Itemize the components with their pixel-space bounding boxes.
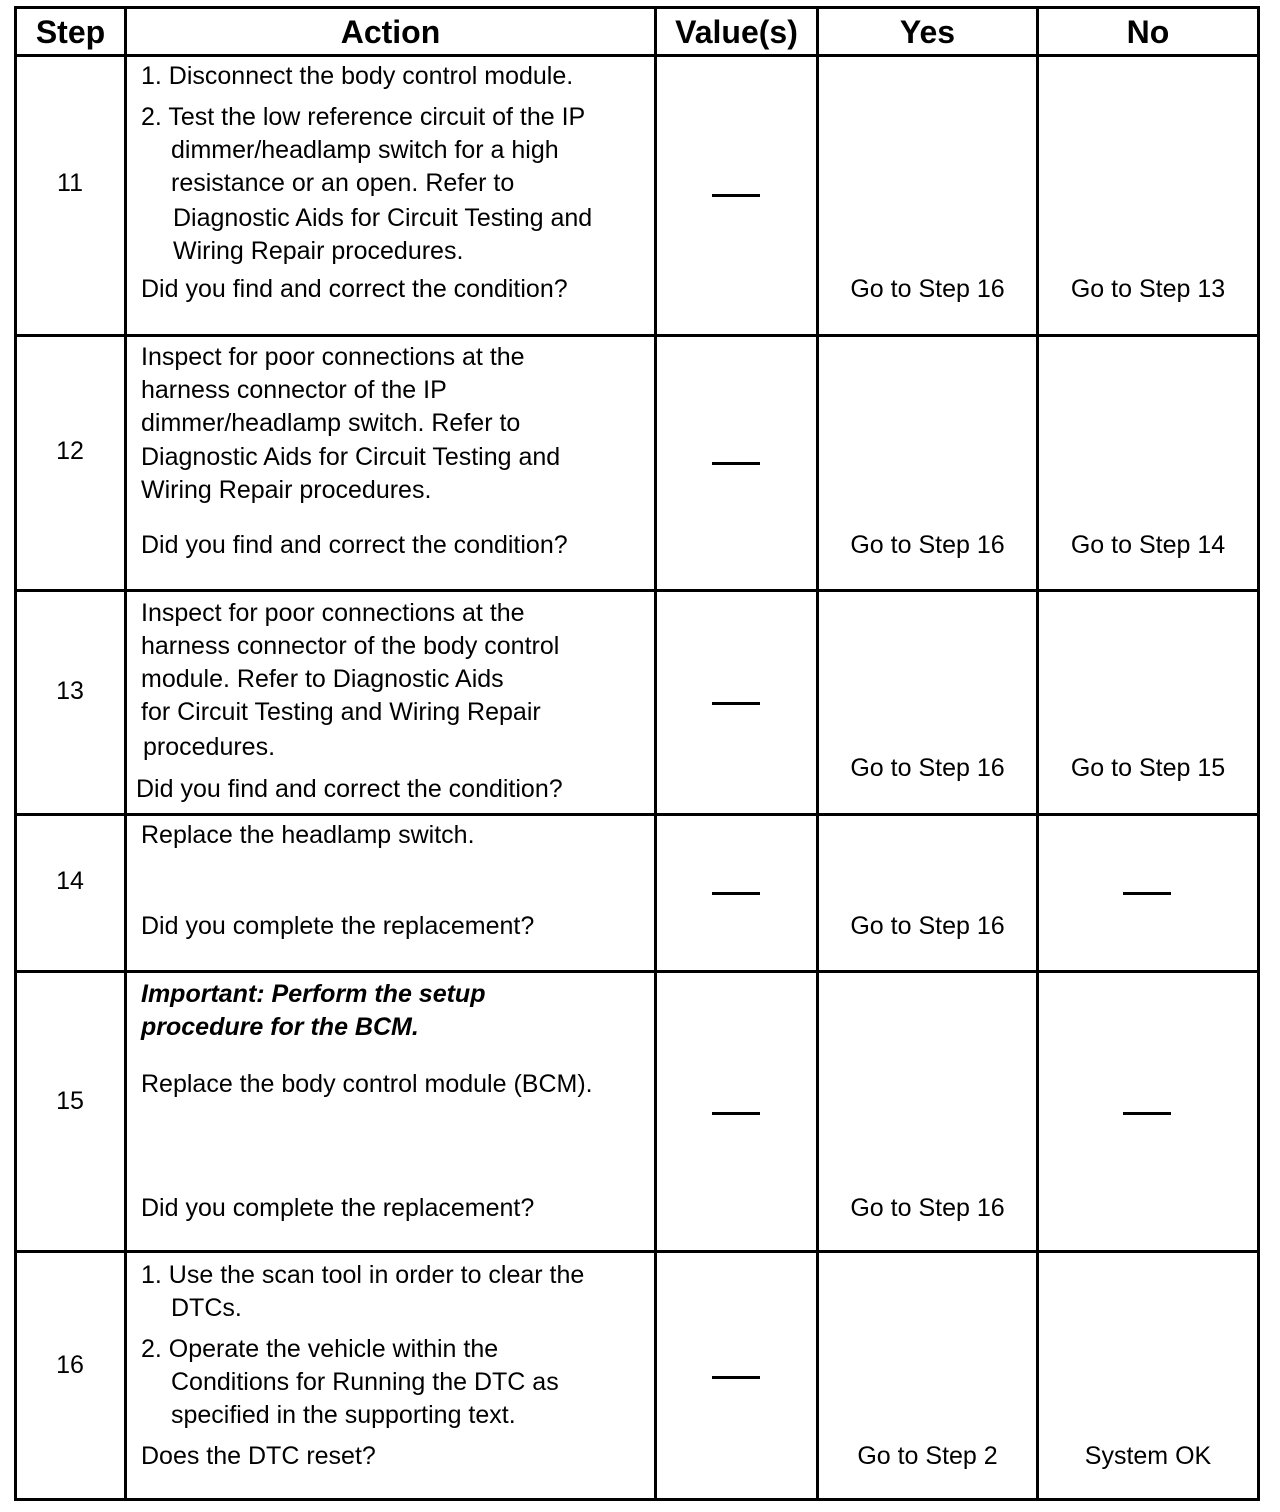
step-number: 14 — [56, 867, 84, 895]
yes-cell: Go to Step 16 — [850, 1194, 1005, 1222]
question-text: Did you find and correct the condition? — [136, 775, 563, 803]
header-yes: Yes — [899, 14, 956, 50]
value-dash — [712, 194, 760, 197]
step-number: 16 — [56, 1351, 84, 1379]
no-dash — [1123, 892, 1171, 895]
no-cell: Go to Step 14 — [1070, 531, 1226, 559]
value-dash — [712, 892, 760, 895]
row-divider — [14, 813, 1260, 816]
row-divider — [14, 970, 1260, 973]
no-dash — [1123, 1112, 1171, 1115]
value-dash — [712, 1376, 760, 1379]
step-number: 15 — [56, 1087, 84, 1115]
action-text: procedures. — [143, 733, 276, 761]
action-text: harness connector of the IP — [141, 376, 447, 404]
action-text: specified in the supporting text. — [171, 1401, 516, 1429]
action-text: Wiring Repair procedures. — [141, 476, 432, 504]
column-divider — [654, 6, 657, 1501]
action-text: for Circuit Testing and Wiring Repair — [141, 698, 541, 726]
step-number: 11 — [57, 169, 83, 197]
important-note: Important: Perform the setup — [141, 980, 486, 1008]
step-number: 12 — [56, 437, 84, 465]
header-step: Step — [35, 14, 106, 50]
action-text: Replace the headlamp switch. — [141, 821, 475, 849]
action-text: resistance or an open. Refer to — [171, 169, 515, 197]
no-cell: Go to Step 13 — [1070, 275, 1226, 303]
action-text: Conditions for Running the DTC as — [171, 1368, 559, 1396]
action-text: DTCs. — [171, 1294, 242, 1322]
no-cell: Go to Step 15 — [1070, 754, 1226, 782]
action-text: Diagnostic Aids for Circuit Testing and — [173, 204, 593, 232]
question-text: Did you find and correct the condition? — [141, 531, 568, 559]
header-action: Action — [340, 14, 441, 50]
step-number: 13 — [56, 677, 84, 705]
action-text: Wiring Repair procedures. — [173, 237, 464, 265]
yes-cell: Go to Step 16 — [850, 531, 1005, 559]
yes-cell: Go to Step 2 — [857, 1442, 998, 1470]
action-text: harness connector of the body control — [141, 632, 560, 660]
yes-cell: Go to Step 16 — [850, 912, 1005, 940]
action-text: 1. Use the scan tool in order to clear the — [141, 1261, 585, 1289]
action-text: Replace the body control module (BCM). — [141, 1070, 593, 1098]
yes-cell: Go to Step 16 — [850, 275, 1005, 303]
column-divider — [124, 6, 127, 1501]
header-no: No — [1126, 14, 1170, 50]
question-text: Did you complete the replacement? — [141, 912, 535, 940]
action-text: 2. Operate the vehicle within the — [141, 1335, 499, 1363]
action-text: 1. Disconnect the body control module. — [141, 62, 574, 90]
action-text: dimmer/headlamp switch for a high — [171, 136, 559, 164]
action-text: module. Refer to Diagnostic Aids — [141, 665, 504, 693]
value-dash — [712, 1112, 760, 1115]
question-text: Does the DTC reset? — [141, 1442, 376, 1470]
row-divider — [14, 589, 1260, 592]
no-cell: System OK — [1084, 1442, 1212, 1470]
action-text: 2. Test the low reference circuit of the IP — [141, 103, 586, 131]
important-note: procedure for the BCM. — [141, 1013, 419, 1041]
action-text: Diagnostic Aids for Circuit Testing and — [141, 443, 561, 471]
question-text: Did you complete the replacement? — [141, 1194, 535, 1222]
yes-cell: Go to Step 16 — [850, 754, 1005, 782]
header-values: Value(s) — [675, 14, 798, 50]
action-text: Inspect for poor connections at the — [141, 599, 525, 627]
action-text: Inspect for poor connections at the — [141, 343, 525, 371]
value-dash — [712, 702, 760, 705]
question-text: Did you find and correct the condition? — [141, 275, 568, 303]
row-divider — [14, 334, 1260, 337]
action-text: dimmer/headlamp switch. Refer to — [141, 409, 521, 437]
value-dash — [712, 462, 760, 465]
row-divider — [14, 1250, 1260, 1253]
